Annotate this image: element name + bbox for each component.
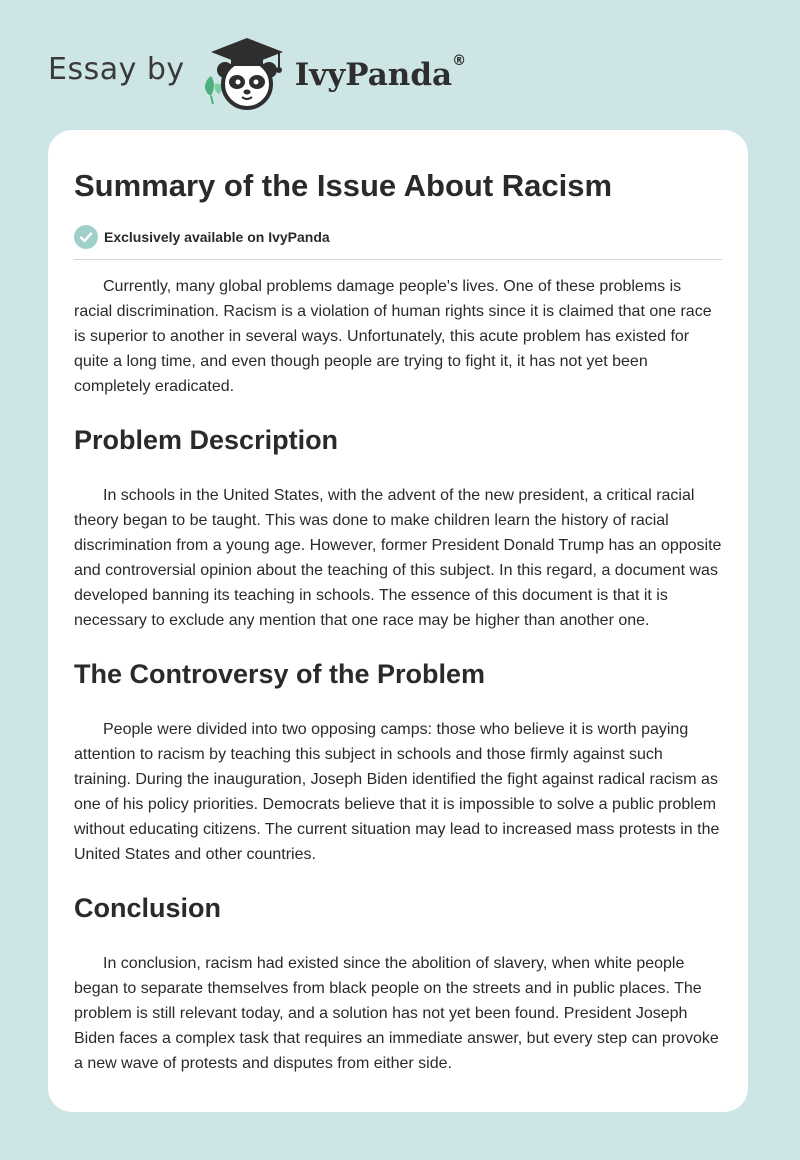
registered-mark: ® — [452, 53, 467, 69]
exclusive-badge-label: Exclusively available on IvyPanda — [104, 229, 330, 245]
essay-by-label: Essay by — [48, 51, 185, 87]
section-heading-controversy: The Controversy of the Problem — [74, 659, 486, 689]
section-heading-conclusion: Conclusion — [74, 893, 221, 923]
check-circle-icon — [74, 225, 98, 249]
intro-paragraph: Currently, many global problems damage people's lives. One of these problems is racial discrimination. Racism is a violation of human rights since it is claimed that one race is superior to another in several ways. Unfortunately, this acute problem has existed for quite a long time, and even though people are trying to fight it, it has not yet been completely eradicated. — [74, 278, 712, 395]
essay-title: Summary of the Issue About Racism — [74, 168, 613, 203]
panda-logo-icon[interactable] — [199, 30, 291, 114]
brand-name[interactable] — [294, 53, 467, 93]
exclusive-badge — [74, 224, 722, 250]
section-paragraph-controversy: People were divided into two opposing camps: those who believe it is worth paying attention to racism by teaching this subject in schools and those firmly against such training. During the inauguration, Joseph Biden identified the fight against radical racism as one of his policy priorities. Democrats believe that it is impossible to solve a public problem without educating citizens. The current situation may lead to increased mass protests in the United States and other countries. — [74, 721, 720, 863]
section-heading-problem-description: Problem Description — [74, 425, 339, 455]
section-paragraph-conclusion: In conclusion, racism had existed since the abolition of slavery, when white people began to separate themselves from black people on the streets and in public places. The problem is still relevant today, and a solution has not yet been found. President Joseph Biden faces a complex task that requires an immediate answer, but every step can provoke a new wave of protests and disputes from either side. — [74, 955, 719, 1072]
essay-card — [48, 130, 748, 1112]
site-header — [48, 30, 548, 114]
brand-text: IvyPanda — [294, 57, 453, 93]
section-paragraph-problem-description: In schools in the United States, with the advent of the new president, a critical racial theory began to be taught. This was done to make children learn the history of racial discrimination from a young age. However, former President Donald Trump has an opposite and controversial opinion about the teaching of this subject. In this regard, a document was developed banning its teaching in schools. The essence of this document is that it is necessary to exclude any mention that one race may be higher than another one. — [74, 487, 722, 629]
title-divider — [74, 259, 722, 260]
